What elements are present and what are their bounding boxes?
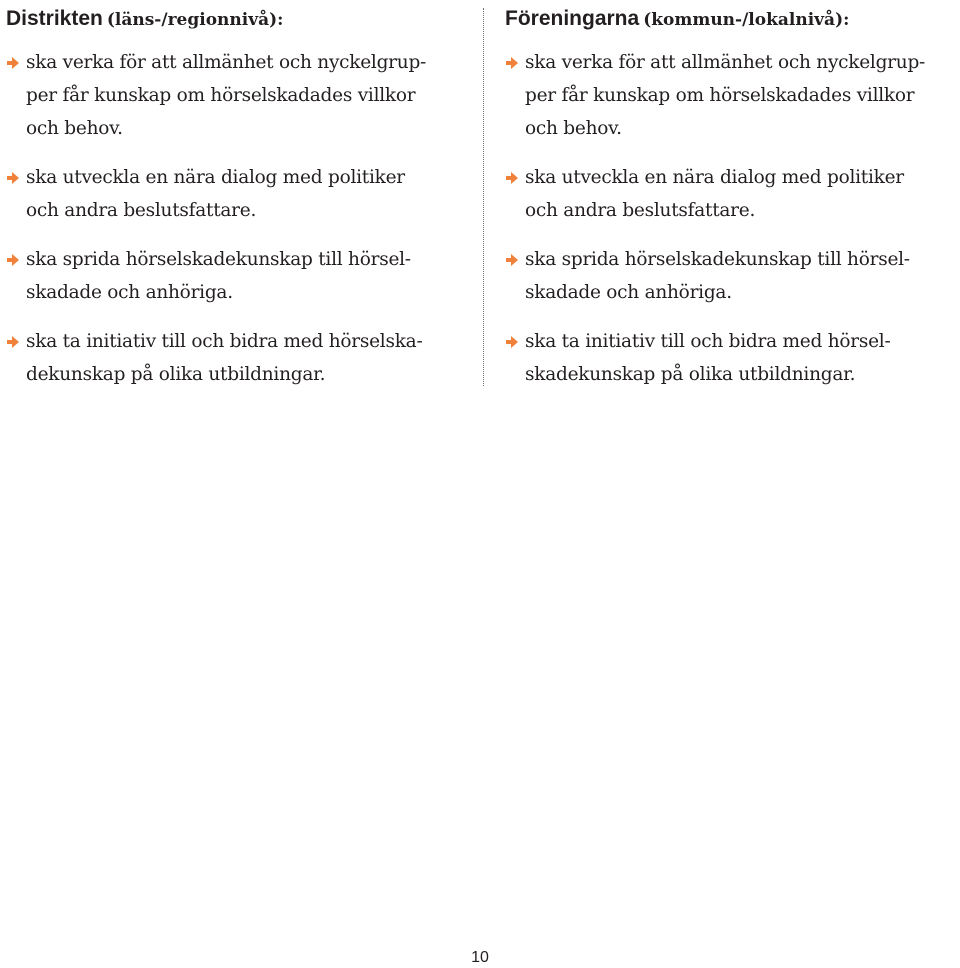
- association-heading-subtitle: (kommun-/lokalnivå):: [643, 10, 850, 30]
- association-task-list: [505, 46, 957, 391]
- list-item-line: och andra beslutsfattare.: [26, 200, 257, 221]
- list-item-line: ska ta initiativ till och bidra med hörsel-: [525, 331, 891, 352]
- list-item: [505, 46, 957, 145]
- list-item: [6, 46, 468, 145]
- association-heading-title: Föreningarna: [505, 7, 640, 30]
- list-item: [505, 325, 957, 391]
- list-item: [6, 243, 468, 309]
- list-item-line: och andra beslutsfattare.: [525, 200, 756, 221]
- list-item-line: ska verka för att allmänhet och nyckelgrup-: [26, 52, 427, 73]
- list-item: [505, 243, 957, 309]
- arrow-right-icon: [505, 171, 519, 185]
- arrow-right-icon: [6, 335, 20, 349]
- list-item-line: skadade och anhöriga.: [525, 282, 732, 303]
- association-column: [505, 4, 957, 407]
- page-number: 10: [471, 949, 489, 966]
- list-item-line: ska utveckla en nära dialog med politiker: [525, 167, 904, 188]
- list-item-line: och behov.: [525, 118, 622, 139]
- list-item-line: per får kunskap om hörselskadades villkor: [525, 85, 915, 106]
- list-item-line: ska verka för att allmänhet och nyckelgrup-: [525, 52, 926, 73]
- list-item: [505, 161, 957, 227]
- list-item: [6, 161, 468, 227]
- arrow-right-icon: [6, 56, 20, 70]
- district-heading-subtitle: (läns-/regionnivå):: [106, 10, 284, 30]
- arrow-right-icon: [505, 335, 519, 349]
- column-divider: [483, 8, 484, 386]
- district-heading-title: Distrikten: [6, 7, 103, 30]
- arrow-right-icon: [6, 253, 20, 267]
- list-item-line: ska utveckla en nära dialog med politiker: [26, 167, 405, 188]
- list-item-line: ska ta initiativ till och bidra med hörselska-: [26, 331, 423, 352]
- association-heading: [505, 4, 957, 34]
- district-task-list: [6, 46, 468, 391]
- list-item-line: skadekunskap på olika utbildningar.: [525, 364, 856, 385]
- list-item: [6, 325, 468, 391]
- list-item-line: ska sprida hörselskadekunskap till hörsel-: [525, 249, 910, 270]
- arrow-right-icon: [505, 253, 519, 267]
- list-item-line: per får kunskap om hörselskadades villkor: [26, 85, 416, 106]
- list-item-line: skadade och anhöriga.: [26, 282, 233, 303]
- district-column: [6, 4, 468, 407]
- list-item-line: och behov.: [26, 118, 123, 139]
- arrow-right-icon: [505, 56, 519, 70]
- list-item-line: dekunskap på olika utbildningar.: [26, 364, 326, 385]
- list-item-line: ska sprida hörselskadekunskap till hörsel-: [26, 249, 411, 270]
- district-heading: [6, 4, 468, 34]
- arrow-right-icon: [6, 171, 20, 185]
